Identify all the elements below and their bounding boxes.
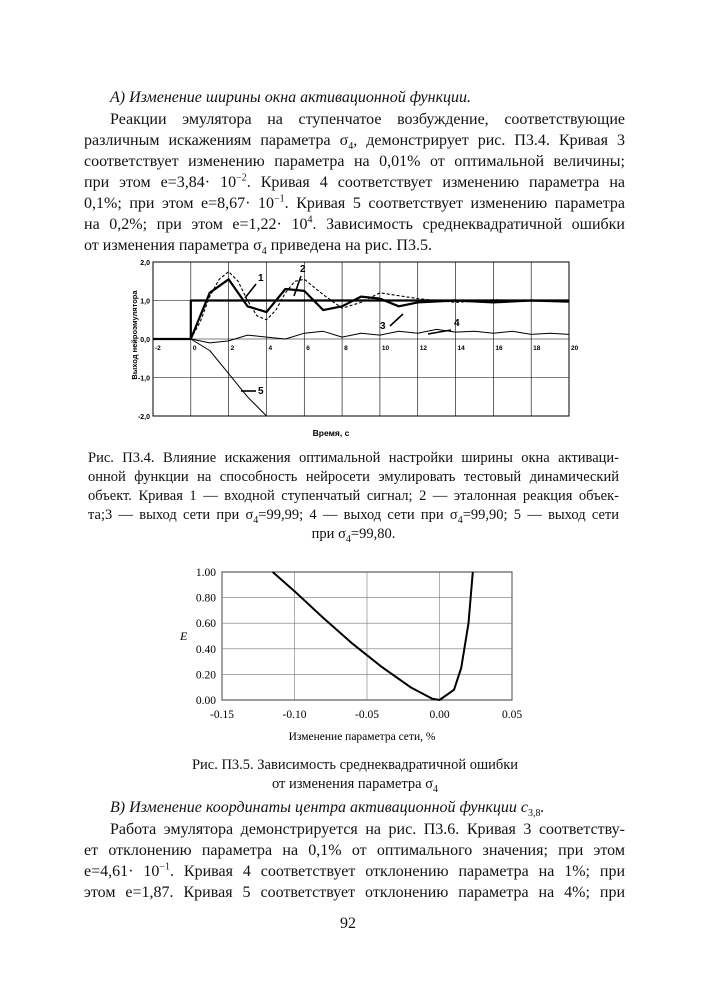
subscript: 4 bbox=[253, 514, 259, 526]
para-a-line-7 bbox=[84, 235, 625, 256]
fig-p3-4-caption-line-5 bbox=[88, 525, 619, 544]
curve-label-4: 4 bbox=[454, 318, 460, 329]
text: соответствует изменению параметра на 0,01% от оптимальной величины; bbox=[84, 153, 625, 170]
x-tick-label: 0 bbox=[192, 345, 197, 352]
y-axis-label: Выход нейроэмулятора bbox=[130, 290, 139, 380]
x-tick-label: -0.15 bbox=[210, 709, 234, 721]
para-b-line-2 bbox=[84, 840, 625, 861]
subscript: 4 bbox=[261, 246, 267, 258]
curve-label-2: 2 bbox=[300, 264, 306, 275]
y-tick-label: 0.00 bbox=[195, 695, 216, 707]
text: . Кривая 4 соответствует отклонению параметра на 1%; при bbox=[170, 863, 626, 880]
text: Работа эмулятора демонстрируется на рис. П3.6. Кривая 3 соответству- bbox=[110, 821, 625, 838]
text: Реакции эмулятора на ступенчатое возбуждение, соответствующие bbox=[110, 111, 625, 128]
text: . bbox=[540, 799, 545, 816]
fig-p3-5-caption-line-1: Рис. П3.5. Зависимость среднеквадратичной ошибки bbox=[191, 757, 519, 773]
y-axis-label: E bbox=[180, 629, 188, 643]
superscript: −2 bbox=[236, 172, 247, 184]
y-tick-label: 1,0 bbox=[140, 298, 150, 306]
x-tick-label: -0.10 bbox=[282, 709, 307, 721]
figure-p3-4-chart bbox=[128, 254, 578, 444]
x-tick-label: 6 bbox=[306, 345, 310, 352]
text: ет отклонению параметра на 0,1% от оптимального значения; при этом bbox=[84, 842, 625, 859]
page-number: 92 bbox=[340, 915, 356, 932]
y-tick-label: 1.00 bbox=[195, 567, 216, 579]
text: различным искажениям параметра σ bbox=[84, 132, 349, 149]
x-tick-label: 16 bbox=[495, 345, 503, 352]
text: при этом e=3,84· 10 bbox=[84, 174, 237, 191]
fig-p3-4-caption-line-2: онной функции на способность нейросети эмулировать тестовый динамический bbox=[88, 469, 619, 485]
para-b-line-1 bbox=[84, 819, 625, 840]
x-tick-label: 2 bbox=[230, 345, 235, 352]
text: . Кривая 5 соответствует изменению параметра bbox=[284, 195, 625, 212]
y-tick-label: 0.60 bbox=[195, 618, 216, 631]
x-tick-label: 10 bbox=[381, 345, 390, 352]
x-tick-label: 0.00 bbox=[429, 709, 450, 721]
fig-p3-4-caption-line-3: объект. Кривая 1 — входной ступенчатый сигнал; 2 — эталонная реакция объек- bbox=[88, 488, 619, 504]
subscript: 4 bbox=[345, 533, 351, 545]
subscript: 4 bbox=[457, 514, 463, 526]
y-tick-label: 2,0 bbox=[140, 260, 150, 267]
x-axis-label: Время, с bbox=[312, 428, 350, 438]
fig-p3-4-caption-line-1: Рис. П3.4. Влияние искажения оптимальной настройки ширины окна активаци- bbox=[88, 450, 619, 466]
text: . Зависимость среднеквадратичной ошибки bbox=[312, 216, 625, 233]
x-tick-label: 12 bbox=[419, 345, 427, 352]
text: от изменения параметра σ bbox=[84, 237, 262, 254]
x-tick-label: 0.05 bbox=[501, 709, 523, 721]
text: =99,90; 5 — выход сети bbox=[462, 507, 619, 523]
para-a-line-3 bbox=[84, 151, 625, 172]
text: =99,99; 4 — выход сети при σ bbox=[258, 507, 458, 523]
para-a-line-2 bbox=[84, 130, 625, 151]
text: на 0,2%; при этом e=1,22· 10 bbox=[84, 216, 308, 233]
subscript: 4 bbox=[433, 783, 439, 795]
y-tick-label: 0.20 bbox=[195, 669, 216, 682]
subscript: 3,8 bbox=[527, 808, 541, 820]
y-tick-label: 0.80 bbox=[195, 592, 216, 605]
text: В) Изменение координаты центра активационной функции c bbox=[110, 799, 528, 816]
x-tick-label: -2 bbox=[155, 345, 161, 352]
curve-label-3: 3 bbox=[380, 321, 386, 332]
y-tick-label: 0.40 bbox=[195, 643, 216, 656]
text: та;3 — выход сети при σ bbox=[88, 507, 254, 523]
para-a-line-5 bbox=[84, 193, 625, 214]
text: , демонстрирует рис. П3.4. Кривая 3 bbox=[353, 132, 625, 149]
x-tick-label: 4 bbox=[268, 345, 273, 352]
text: =99,80. bbox=[350, 526, 396, 542]
text: 0,1%; при этом e=8,67· 10 bbox=[84, 195, 275, 212]
text: e=4,61· 10 bbox=[84, 863, 160, 880]
subscript: 4 bbox=[348, 141, 354, 153]
x-tick-label: 20 bbox=[571, 345, 579, 352]
text: . Кривая 4 соответствует изменению параметра на bbox=[246, 174, 625, 191]
superscript: −1 bbox=[159, 861, 170, 873]
x-tick-label: 8 bbox=[344, 345, 348, 352]
curve-label-1: 1 bbox=[258, 273, 264, 284]
superscript: −1 bbox=[274, 193, 285, 205]
section-b-heading bbox=[110, 797, 544, 818]
x-axis-label: Изменение параметра сети, % bbox=[288, 731, 436, 743]
text: от изменения параметра σ bbox=[271, 776, 434, 792]
y-tick-label: -1,0 bbox=[137, 375, 150, 383]
y-tick-label: 0,0 bbox=[140, 337, 150, 344]
x-tick-label: 14 bbox=[457, 345, 465, 352]
text: приведена на рис. П3.5. bbox=[266, 237, 432, 254]
superscript: 4 bbox=[307, 214, 313, 226]
para-a-line-1 bbox=[84, 109, 625, 130]
text: при σ bbox=[311, 526, 346, 542]
x-tick-label: 18 bbox=[533, 345, 541, 352]
fig-p3-4-caption-line-4 bbox=[88, 506, 619, 525]
text: этом e=1,87. Кривая 5 соответствует отклонению параметра на 4%; при bbox=[84, 884, 625, 901]
figure-p3-5-chart bbox=[170, 560, 540, 750]
para-b-line-3 bbox=[84, 861, 625, 882]
section-a-heading: А) Изменение ширины окна активационной функции. bbox=[110, 89, 472, 106]
para-b-line-4 bbox=[84, 882, 625, 903]
para-a-line-6 bbox=[84, 214, 625, 235]
x-tick-label: -0.05 bbox=[355, 709, 379, 721]
curve-label-5: 5 bbox=[258, 386, 264, 397]
para-a-line-4 bbox=[84, 172, 625, 193]
y-tick-label: -2,0 bbox=[137, 414, 150, 421]
fig-p3-5-caption-line-2 bbox=[130, 775, 580, 794]
